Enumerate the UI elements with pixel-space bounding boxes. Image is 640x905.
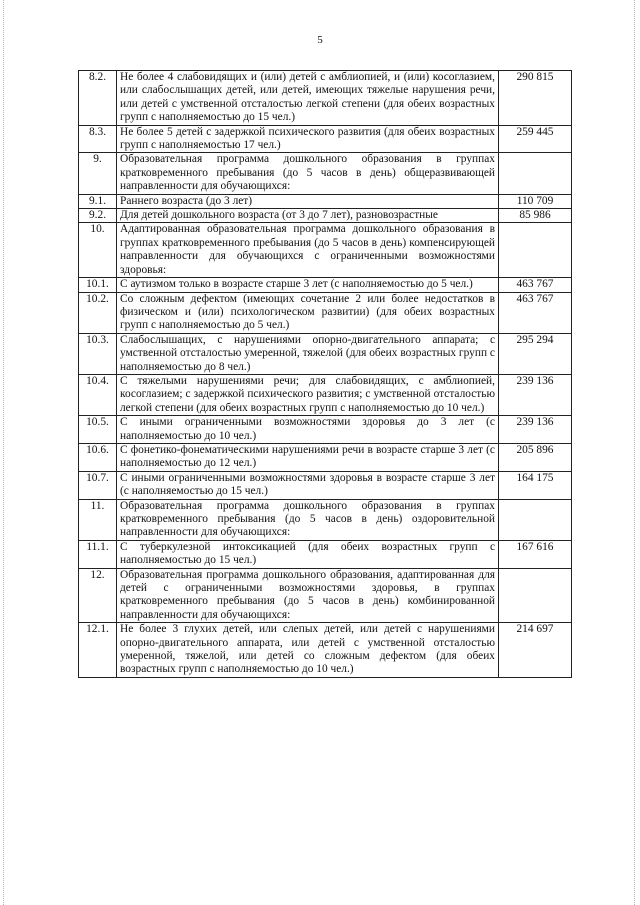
row-amount: 167 616 (499, 540, 572, 568)
row-amount: 205 896 (499, 443, 572, 471)
row-description: Образовательная программа дошкольного образования в группах кратковременного пребывания (до 5 часов в день) общеразвивающей направленности для обучающихся: (117, 153, 499, 194)
row-amount: 290 815 (499, 71, 572, 126)
table-row (79, 125, 572, 153)
table-row (79, 471, 572, 499)
row-description: Для детей дошкольного возраста (от 3 до 7 лет), разновозрастные (117, 209, 499, 223)
row-description: Не более 3 глухих детей, или слепых детей, или детей с нарушениями опорно-двигательного аппарата, или детей с умственной отсталостью умеренной, тяжелой, или детей со сложным дефектом (для обеих возрастных групп с наполняемостью до 10 чел.) (117, 623, 499, 678)
row-description: Слабослышащих, с нарушениями опорно-двигательного аппарата; с умственной отсталостью умеренной, тяжелой (для обеих возрастных групп с наполняемостью до 8 чел.) (117, 333, 499, 374)
row-number: 9.2. (79, 209, 117, 223)
table-body (79, 71, 572, 678)
row-amount (499, 499, 572, 540)
row-number: 10.1. (79, 278, 117, 292)
row-amount: 259 445 (499, 125, 572, 153)
row-number: 11. (79, 499, 117, 540)
row-description: С иными ограниченными возможностями здоровья до 3 лет (с наполняемостью до 10 чел.) (117, 416, 499, 444)
scan-edge-left (3, 0, 5, 905)
table-row (79, 623, 572, 678)
table-row (79, 194, 572, 208)
table-row (79, 153, 572, 194)
row-description: Раннего возраста (до 3 лет) (117, 194, 499, 208)
tariff-table (78, 70, 572, 678)
row-description: Образовательная программа дошкольного образования в группах кратковременного пребывания (до 5 часов в день) оздоровительной направленности для обучающихся: (117, 499, 499, 540)
row-amount: 110 709 (499, 194, 572, 208)
row-amount: 214 697 (499, 623, 572, 678)
row-number: 10.2. (79, 292, 117, 333)
row-amount: 85 986 (499, 209, 572, 223)
row-description: С фонетико-фонематическими нарушениями речи в возрасте старше 3 лет (с наполняемостью до 12 чел.) (117, 443, 499, 471)
row-amount: 239 136 (499, 416, 572, 444)
table-row (79, 540, 572, 568)
table-row (79, 223, 572, 278)
row-amount: 295 294 (499, 333, 572, 374)
row-description: С тяжелыми нарушениями речи; для слабовидящих, с амблиопией, косоглазием; с задержкой психического развития; с умственной отсталостью легкой степени (для обеих возрастных групп с наполняемостью до 10 чел.) (117, 374, 499, 415)
row-number: 11.1. (79, 540, 117, 568)
table-row (79, 416, 572, 444)
row-number: 10.4. (79, 374, 117, 415)
row-amount: 164 175 (499, 471, 572, 499)
table-row (79, 278, 572, 292)
row-number: 8.2. (79, 71, 117, 126)
row-number: 9.1. (79, 194, 117, 208)
row-number: 10. (79, 223, 117, 278)
row-number: 10.6. (79, 443, 117, 471)
table-row (79, 209, 572, 223)
scan-edge-right (634, 0, 636, 905)
table-row (79, 374, 572, 415)
row-number: 10.5. (79, 416, 117, 444)
row-number: 10.7. (79, 471, 117, 499)
table-row (79, 333, 572, 374)
row-number: 8.3. (79, 125, 117, 153)
row-description: Адаптированная образовательная программа дошкольного образования в группах кратковременного пребывания (до 5 часов в день) компенсирующей направленности для обучающихся с ограниченными возможностями здоровья: (117, 223, 499, 278)
table-row (79, 292, 572, 333)
table-row (79, 71, 572, 126)
row-description: С туберкулезной интоксикацией (для обеих возрастных групп с наполняемостью до 15 чел.) (117, 540, 499, 568)
row-amount: 239 136 (499, 374, 572, 415)
row-amount (499, 223, 572, 278)
row-description: С иными ограниченными возможностями здоровья в возрасте старше 3 лет (с наполняемостью до 15 чел.) (117, 471, 499, 499)
row-number: 9. (79, 153, 117, 194)
page-number: 5 (317, 34, 323, 46)
row-description: Не более 5 детей с задержкой психического развития (для обеих возрастных групп с наполняемостью 17 чел.) (117, 125, 499, 153)
row-description: Образовательная программа дошкольного образования, адаптированная для детей с ограниченными возможностями здоровья, в группах кратковременного пребывания (до 5 часов в день) комбинированной направленности для обучающихся: (117, 568, 499, 623)
table-row (79, 443, 572, 471)
row-description: Со сложным дефектом (имеющих сочетание 2 или более недостатков в физическом и (или) психологическом развитии) (для обеих возрастных групп с наполняемостью до 5 чел.) (117, 292, 499, 333)
row-amount (499, 153, 572, 194)
row-description: С аутизмом только в возрасте старше 3 лет (с наполняемостью до 5 чел.) (117, 278, 499, 292)
row-number: 10.3. (79, 333, 117, 374)
row-amount (499, 568, 572, 623)
row-amount: 463 767 (499, 292, 572, 333)
table-row (79, 568, 572, 623)
row-number: 12. (79, 568, 117, 623)
row-description: Не более 4 слабовидящих и (или) детей с амблиопией, и (или) косоглазием, или слабослышащих детей, или детей, имеющих тяжелые нарушения речи, или детей с умственной отсталостью легкой степени (для обеих возрастных групп с наполняемостью до 15 чел.) (117, 71, 499, 126)
row-amount: 463 767 (499, 278, 572, 292)
row-number: 12.1. (79, 623, 117, 678)
table-row (79, 499, 572, 540)
